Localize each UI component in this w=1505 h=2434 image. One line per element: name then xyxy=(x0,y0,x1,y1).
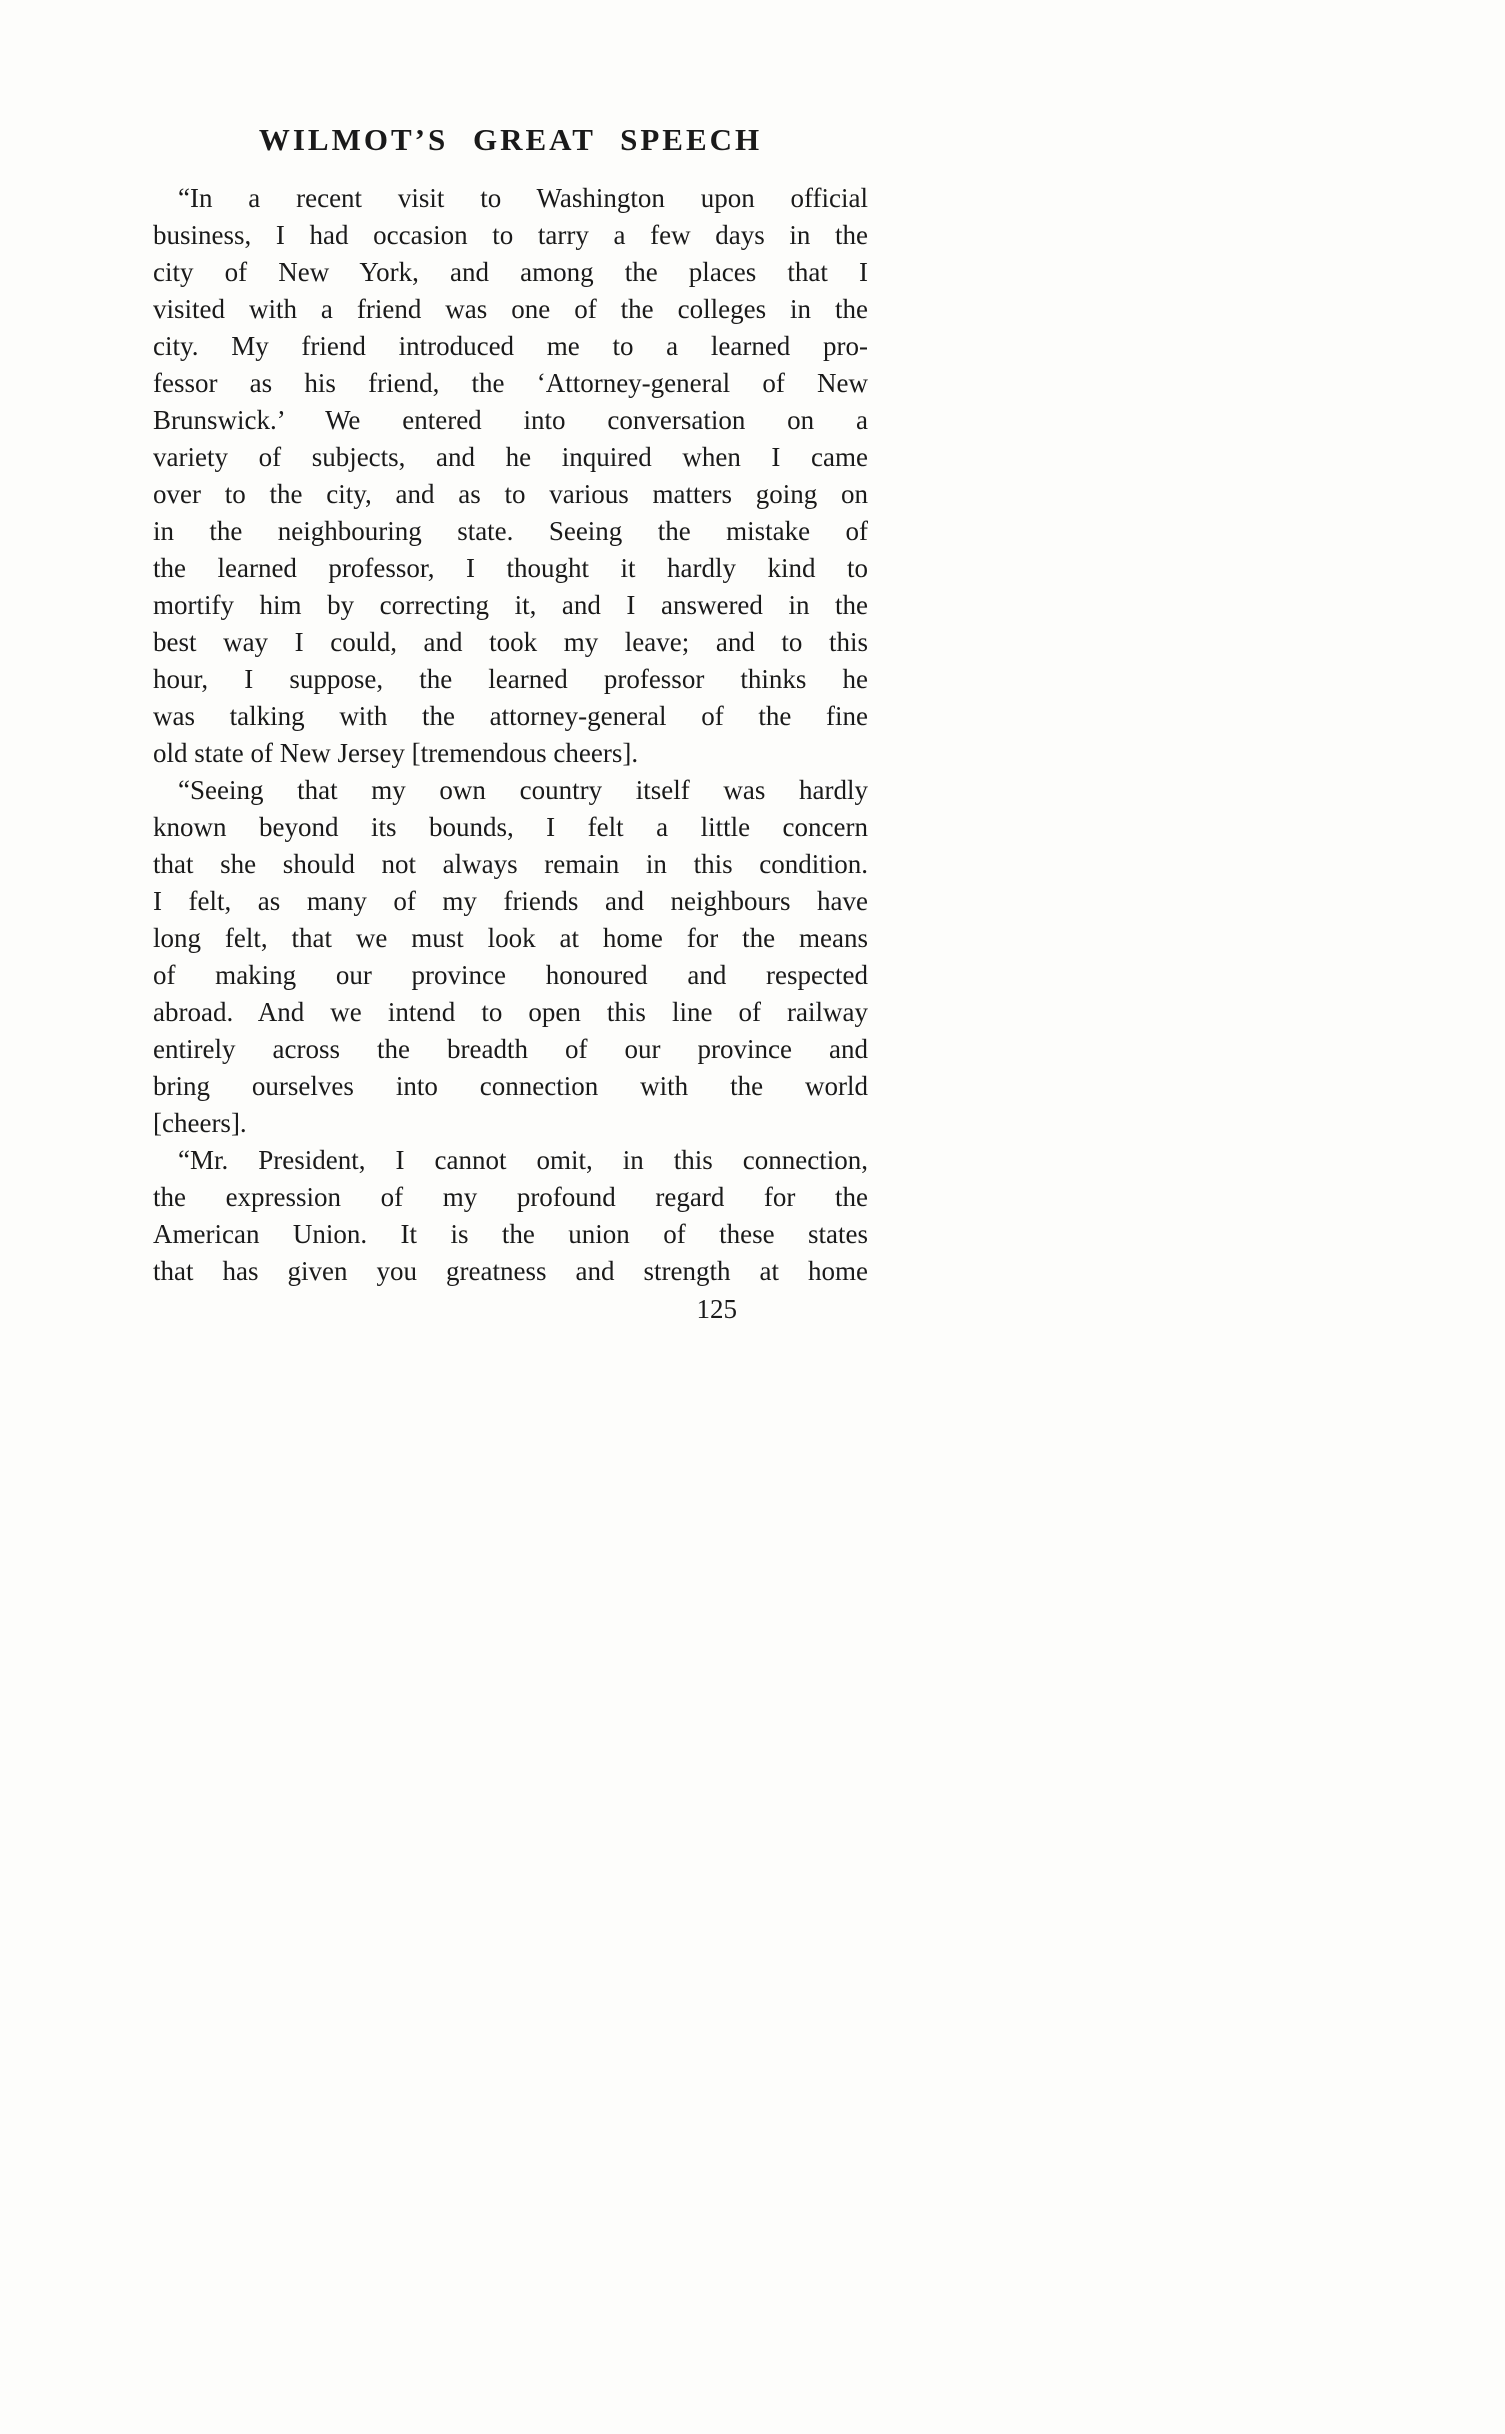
page-title: WILMOT’S GREAT SPEECH xyxy=(258,122,763,157)
text-line: mortify him by correcting it, and I answered in the xyxy=(153,590,868,620)
text-line: city. My friend introduced me to a learned pro- xyxy=(153,331,868,361)
text-line: city of New York, and among the places that I xyxy=(153,257,868,287)
text-line: variety of subjects, and he inquired when I came xyxy=(153,442,868,472)
text-line: “Mr. President, I cannot omit, in this connection, xyxy=(178,1145,868,1175)
text-line: of making our province honoured and respected xyxy=(153,960,868,990)
text-line: that has given you greatness and strength at home xyxy=(153,1256,868,1286)
text-line: old state of New Jersey [tremendous cheers]. xyxy=(153,738,639,768)
text-line: abroad. And we intend to open this line of railway xyxy=(153,997,868,1027)
speech-body xyxy=(153,180,868,1290)
text-line: visited with a friend was one of the colleges in the xyxy=(153,294,868,324)
text-line: best way I could, and took my leave; and to this xyxy=(153,627,868,657)
paragraph xyxy=(153,180,868,772)
text-line: entirely across the breadth of our province and xyxy=(153,1034,868,1064)
text-line: Brunswick.’ We entered into conversation on a xyxy=(153,405,868,435)
text-line: I felt, as many of my friends and neighbours have xyxy=(153,886,868,916)
text-line: fessor as his friend, the ‘Attorney-general of New xyxy=(153,368,868,398)
text-line: the learned professor, I thought it hardly kind to xyxy=(153,553,868,583)
text-line: hour, I suppose, the learned professor thinks he xyxy=(153,664,868,694)
text-line: that she should not always remain in this condition. xyxy=(153,849,868,879)
text-line: known beyond its bounds, I felt a little concern xyxy=(153,812,868,842)
text-line: over to the city, and as to various matters going on xyxy=(153,479,868,509)
text-line: bring ourselves into connection with the world xyxy=(153,1071,868,1101)
text-line: long felt, that we must look at home for the means xyxy=(153,923,868,953)
text-line: “Seeing that my own country itself was hardly xyxy=(178,775,868,805)
text-line: [cheers]. xyxy=(153,1108,247,1138)
text-line: business, I had occasion to tarry a few days in the xyxy=(153,220,868,250)
page-number: 125 xyxy=(696,1294,737,1324)
text-line: “In a recent visit to Washington upon official xyxy=(178,183,868,213)
text-block xyxy=(153,120,868,1328)
paragraph xyxy=(153,1142,868,1290)
paragraph xyxy=(153,772,868,1142)
text-line: was talking with the attorney-general of the fine xyxy=(153,701,868,731)
text-line: the expression of my profound regard for the xyxy=(153,1182,868,1212)
text-line: in the neighbouring state. Seeing the mistake of xyxy=(153,516,868,546)
text-line: American Union. It is the union of these states xyxy=(153,1219,868,1249)
